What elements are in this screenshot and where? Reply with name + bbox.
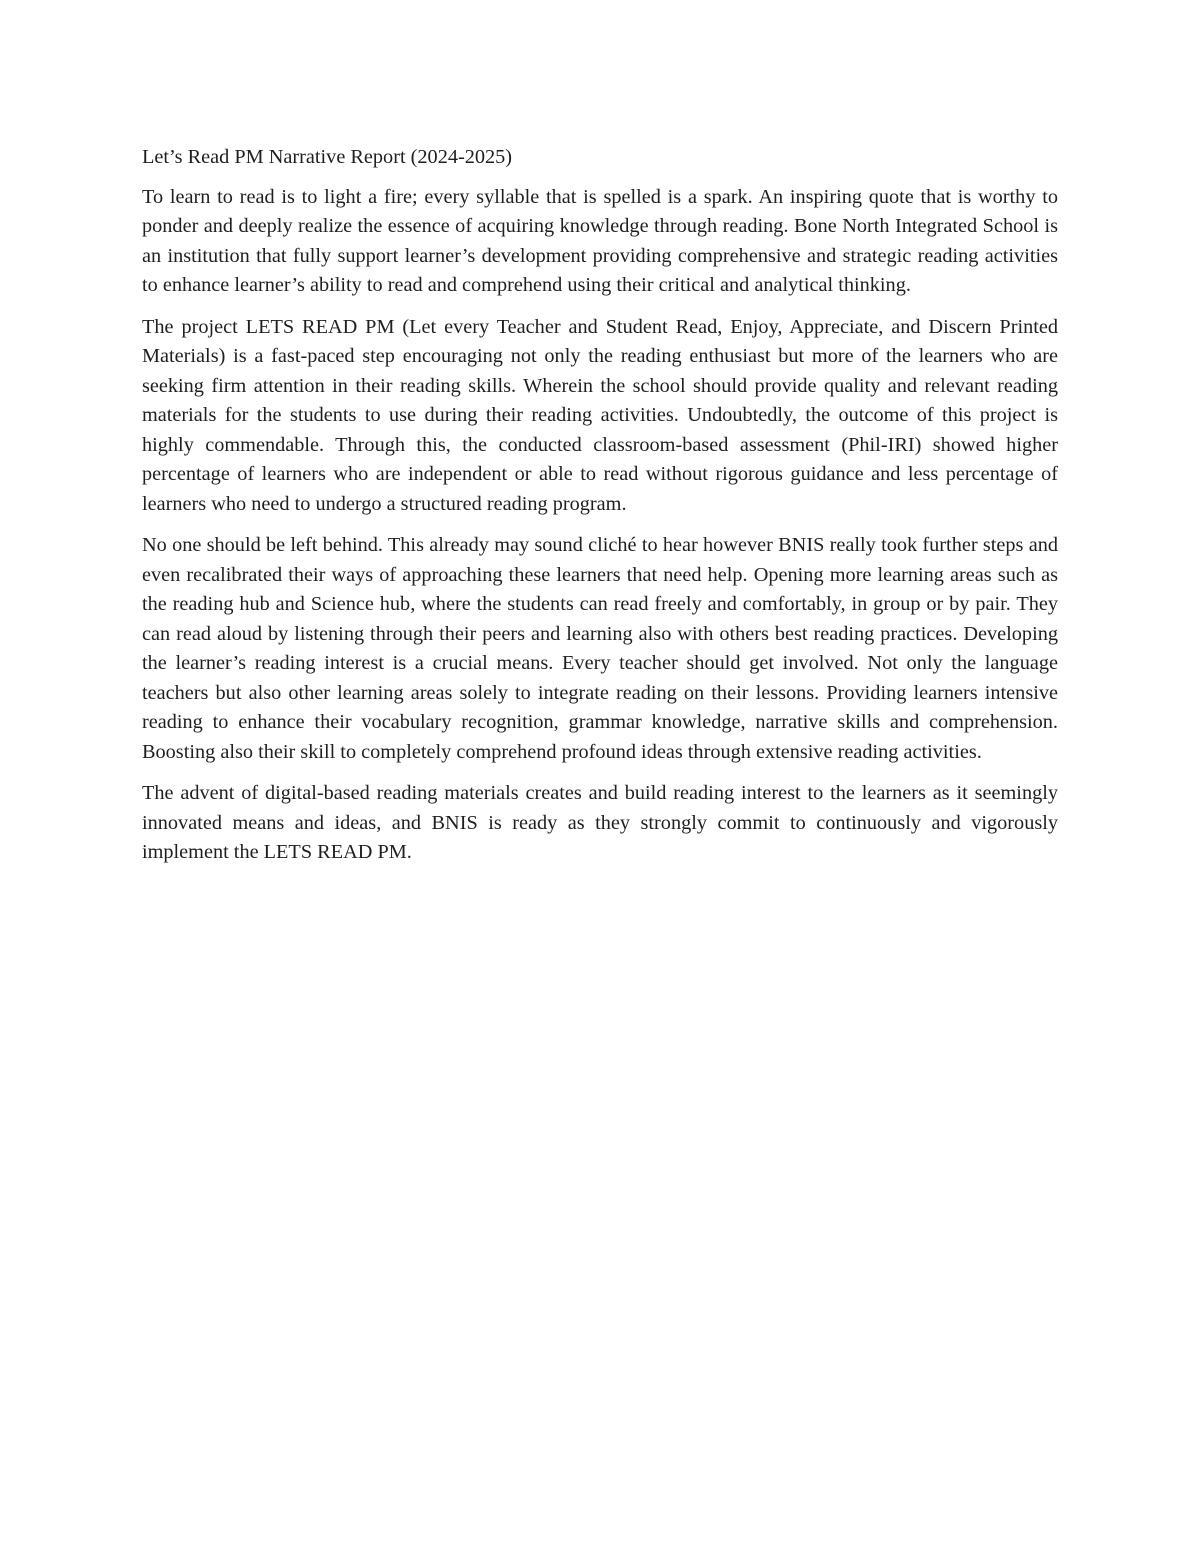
paragraph-project: The project LETS READ PM (Let every Teacher and Student Read, Enjoy, Appreciate, and Discern Printed Materials) is a fast-paced step encouraging not only the reading enthusiast but more of the learners who are seeking firm attention in their reading skills. Wherein the school should provide quality and relevant reading materials for the students to use during their reading activities. Undoubtedly, the outcome of this project is highly commendable. Through this, the conducted classroom-based assessment (Phil-IRI) showed higher percentage of learners who are independent or able to read without rigorous guidance and less percentage of learners who need to undergo a structured reading program.: [142, 315, 1058, 515]
paragraph-intro: To learn to read is to light a fire; every syllable that is spelled is a spark. An inspiring quote that is worthy to ponder and deeply realize the essence of acquiring knowledge through reading. Bone North Integrated School is an institution that fully support learner’s development providing comprehensive and strategic reading activities to enhance learner’s ability to read and comprehend using their critical and analytical thinking.: [142, 185, 1058, 296]
paragraph-digital-materials: The advent of digital-based reading materials creates and build reading interest to the learners as it seemingly innovated means and ideas, and BNIS is ready as they strongly commit to continuously and vigorously implement the LETS READ PM.: [142, 782, 1058, 863]
document-title: Let’s Read PM Narrative Report (2024-2025): [142, 146, 513, 168]
paragraph-no-one-left-behind: No one should be left behind. This already may sound cliché to hear however BNIS really took further steps and even recalibrated their ways of approaching these learners that need help. Opening more learning areas such as the reading hub and Science hub, where the students can read freely and comfortably, in group or by pair. They can read aloud by listening through their peers and learning also with others best reading practices. Developing the learner’s reading interest is a crucial means. Every teacher should get involved. Not only the language teachers but also other learning areas solely to integrate reading on their lessons. Providing learners intensive reading to enhance their vocabulary recognition, grammar knowledge, narrative skills and comprehension. Boosting also their skill to completely comprehend profound ideas through extensive reading activities.: [142, 534, 1058, 763]
document-page: [142, 143, 1058, 880]
